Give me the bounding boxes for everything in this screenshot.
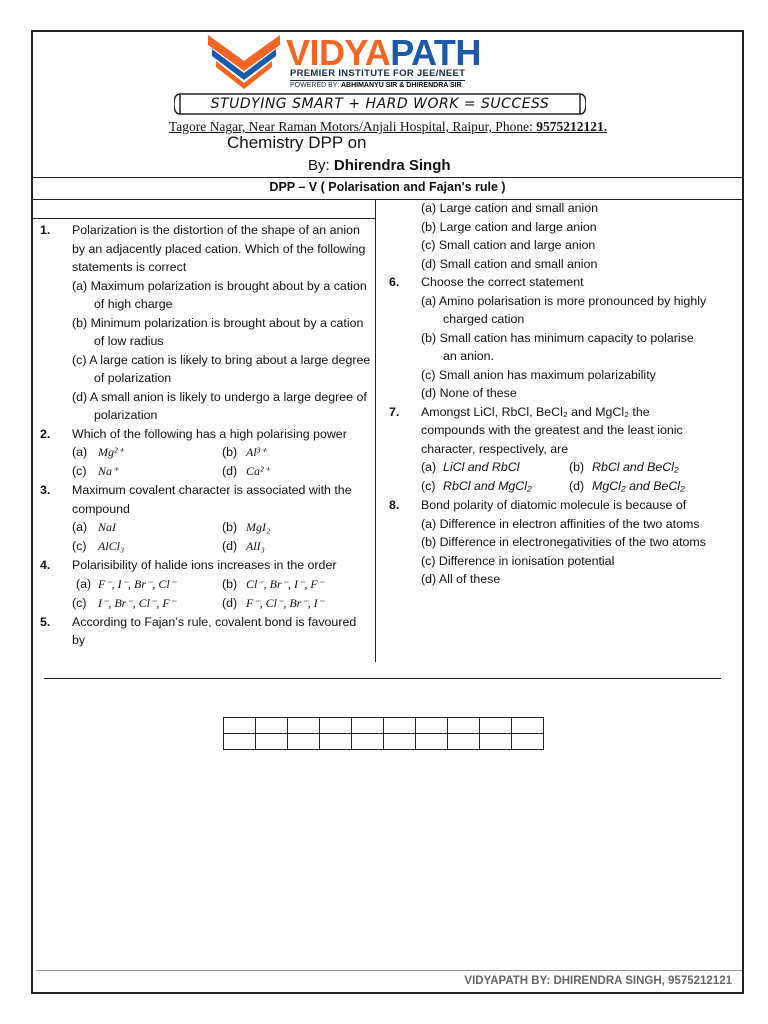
- footer-divider: [36, 970, 742, 971]
- option: (b) Minimum polarization is brought about by a cation of low radius: [72, 315, 364, 348]
- option-text: LiCl and RbCl: [443, 460, 520, 474]
- answer-cell[interactable]: [320, 718, 352, 734]
- answer-cell[interactable]: [480, 734, 512, 750]
- option-label: (b): [222, 576, 238, 591]
- answer-cell[interactable]: [224, 734, 256, 750]
- answer-cell[interactable]: [384, 734, 416, 750]
- divider-bottom: [44, 678, 721, 679]
- question-text: Polarisibility of halide ions increases in the order: [72, 558, 337, 572]
- option: (c) Small anion has maximum polarizability: [421, 367, 656, 382]
- option-label: (a): [72, 520, 88, 534]
- option-label: (b): [222, 445, 238, 459]
- option-text: AlI₃: [246, 539, 265, 553]
- option-row: [40, 594, 372, 613]
- question-4: [40, 556, 372, 613]
- option-text: Na⁺: [98, 464, 119, 478]
- option-label: (c): [72, 539, 87, 553]
- option: (d) All of these: [421, 572, 501, 586]
- option-text: MgCl₂ and BeCl₂: [592, 479, 685, 493]
- question-text: Choose the correct statement: [421, 275, 584, 289]
- question-text: Bond polarity of diatomic molecule is because of: [421, 498, 687, 512]
- question-number: 7.: [389, 404, 400, 419]
- dpp-title: DPP – V ( Polarisation and Fajan's rule ): [269, 180, 506, 194]
- option: (b) Large cation and large anion: [421, 219, 597, 234]
- option-text: I⁻, Br⁻, Cl⁻, F⁻: [98, 595, 176, 610]
- divider-left-col: [33, 218, 375, 219]
- answer-cell[interactable]: [448, 718, 480, 734]
- option: (a) Difference in electron affinities of the two atoms: [421, 516, 700, 531]
- answer-cell[interactable]: [256, 718, 288, 734]
- option-text: RbCl and BeCl₂: [592, 460, 679, 474]
- option-row: [40, 462, 372, 481]
- question-text: Which of the following has a high polarising power: [72, 426, 347, 441]
- divider-top: [33, 177, 742, 178]
- answer-cell[interactable]: [320, 734, 352, 750]
- left-column: [40, 221, 372, 650]
- brand-tagline: PREMIER INSTITUTE FOR JEE/NEET: [290, 68, 466, 79]
- option-label: (d): [222, 539, 238, 553]
- column-divider: [375, 200, 376, 662]
- question-text: Amongst LiCl, RbCl, BeCl₂ and MgCl₂ the compounds with the greatest and the least ionic character, respectively, are: [421, 404, 683, 456]
- answer-cell[interactable]: [416, 734, 448, 750]
- option-text: Al³⁺: [246, 445, 267, 459]
- institute-address: Tagore Nagar, Near Raman Motors/Anjali Hospital, Raipur, Phone: 9575212121.: [168, 119, 608, 134]
- option-label: (b): [569, 460, 585, 474]
- option-text: F⁻, I⁻, Br⁻, Cl⁻: [98, 576, 176, 591]
- option: (c) Difference in ionisation potential: [421, 553, 615, 568]
- option: (d) Small cation and small anion: [421, 256, 598, 271]
- option-row: [389, 477, 709, 496]
- right-column: [389, 199, 709, 589]
- question-6: [389, 273, 709, 403]
- answer-cell[interactable]: [384, 718, 416, 734]
- option-label: (d): [222, 595, 238, 610]
- answer-cell[interactable]: [256, 734, 288, 750]
- option-text: AlCl₃: [98, 539, 125, 553]
- answer-cell[interactable]: [352, 718, 384, 734]
- option-label: (d): [569, 479, 585, 493]
- option-label: (a): [76, 576, 92, 591]
- question-number: 2.: [40, 426, 51, 441]
- option-row: [40, 518, 372, 537]
- option: (a) Amino polarisation is more pronounced by highly charged cation: [421, 293, 707, 326]
- answer-grid-row: [224, 718, 544, 734]
- question-8: [389, 496, 709, 589]
- option-row: [40, 575, 372, 594]
- option-label: (b): [222, 520, 238, 534]
- answer-cell[interactable]: [512, 718, 544, 734]
- answer-cell[interactable]: [448, 734, 480, 750]
- option-text: Mg²⁺: [98, 445, 124, 459]
- question-5: [40, 613, 372, 650]
- answer-grid-row: [224, 734, 544, 750]
- option-text: F⁻, Cl⁻, Br⁻, I⁻: [246, 595, 324, 610]
- answer-cell[interactable]: [512, 734, 544, 750]
- option: (b) Small cation has minimum capacity to polarise an anion.: [421, 330, 694, 363]
- option-label: (a): [421, 460, 437, 474]
- option: (c) A large cation is likely to bring about a large degree of polarization: [72, 352, 371, 385]
- option-text: NaI: [98, 520, 116, 534]
- question-1: [40, 221, 372, 425]
- option: (a) Maximum polarization is brought about by a cation of high charge: [72, 278, 367, 311]
- powered-by: POWERED BY: ABHIMANYU SIR & DHIRENDRA SIR: [290, 82, 462, 89]
- option: (b) Difference in electronegativities of the two atoms: [421, 535, 706, 549]
- answer-cell[interactable]: [352, 734, 384, 750]
- option: (a) Large cation and small anion: [421, 201, 599, 215]
- option-label: (d): [222, 464, 238, 478]
- option-text: Cl⁻, Br⁻, I⁻, F⁻: [246, 576, 324, 591]
- question-number: 3.: [40, 483, 51, 497]
- answer-cell[interactable]: [288, 734, 320, 750]
- option-text: MgI₂: [246, 520, 271, 534]
- brand-name: VIDYAPATH: [286, 32, 481, 73]
- option-label: (a): [72, 445, 88, 459]
- option: (c) Small cation and large anion: [421, 238, 596, 252]
- question-2: [40, 425, 372, 482]
- answer-cell[interactable]: [416, 718, 448, 734]
- question-text: Maximum covalent character is associated with the compound: [72, 483, 352, 516]
- option-label: (c): [421, 479, 436, 493]
- answer-cell[interactable]: [288, 718, 320, 734]
- answer-cell[interactable]: [480, 718, 512, 734]
- question-number: 8.: [389, 498, 400, 512]
- option-label: (c): [72, 464, 87, 478]
- author-line: By: Dhirendra Singh: [308, 157, 451, 174]
- question-5-options: [389, 199, 709, 273]
- question-3: [40, 481, 372, 556]
- option: (d) None of these: [421, 386, 517, 400]
- question-text: Polarization is the distortion of the shape of an anion by an adjacently placed cation. Which of the following statements is correct: [72, 223, 366, 274]
- question-number: 4.: [40, 558, 51, 572]
- subject-title: Chemistry DPP on: [227, 133, 367, 152]
- option-text: RbCl and MgCl₂: [443, 479, 532, 493]
- footer-text: VIDYAPATH BY: DHIRENDRA SINGH, 9575212121: [464, 975, 732, 987]
- option-label: (c): [72, 595, 87, 610]
- option-row: [40, 537, 372, 556]
- option-row: [40, 443, 372, 462]
- question-number: 6.: [389, 275, 400, 289]
- option: (d) A small anion is likely to undergo a large degree of polarization: [72, 389, 367, 422]
- question-number: 5.: [40, 614, 51, 629]
- answer-cell[interactable]: [224, 718, 256, 734]
- answer-grid: [223, 717, 544, 750]
- question-text: According to Fajan’s rule, covalent bond is favoured by: [72, 614, 357, 647]
- motto: STUDYING SMART + HARD WORK = SUCCESS: [210, 96, 550, 112]
- option-row: [389, 458, 709, 477]
- question-number: 1.: [40, 223, 51, 237]
- question-7: [389, 403, 709, 497]
- option-text: Ca²⁺: [246, 464, 270, 478]
